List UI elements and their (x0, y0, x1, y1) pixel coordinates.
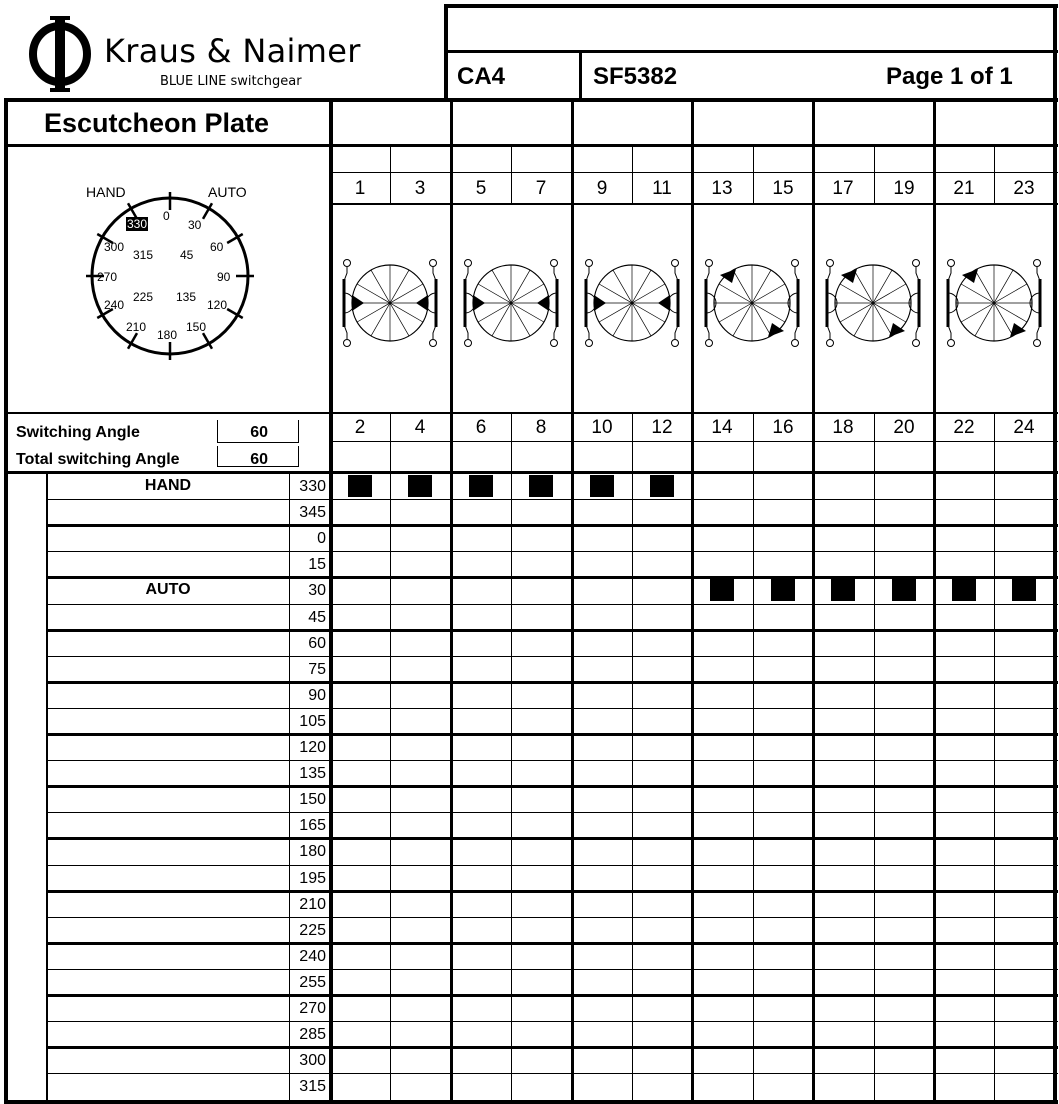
contact-closed-mark (408, 475, 432, 497)
dial-angle-label: 150 (186, 320, 207, 334)
dial-angle-label: 30 (188, 218, 202, 232)
contact-closed-mark (529, 475, 553, 497)
position-angle: 345 (299, 504, 326, 521)
terminal-number: 18 (832, 417, 854, 438)
contact-closed-mark (469, 475, 493, 497)
position-angle: 90 (308, 687, 326, 704)
contact-closed-mark (952, 579, 976, 601)
position-angle: 240 (299, 948, 326, 965)
terminal-number: 10 (591, 417, 613, 438)
position-angle: 60 (308, 635, 326, 652)
cam-switch-diagram (706, 260, 799, 347)
contact-closed-mark (590, 475, 614, 497)
cam-switch-diagram (344, 260, 437, 347)
position-angle: 285 (299, 1026, 326, 1043)
terminal-number: 11 (652, 178, 672, 199)
terminal-number: 1 (354, 178, 366, 199)
terminal-number: 15 (772, 178, 794, 199)
terminal-number: 23 (1013, 178, 1035, 199)
dial-right-label: AUTO (208, 184, 247, 200)
cam-switch-diagram (948, 260, 1041, 347)
position-angle: 135 (299, 765, 326, 782)
dial-angle-label: 225 (133, 290, 154, 304)
cam-switch-diagram (827, 260, 920, 347)
terminal-number: 19 (893, 178, 915, 199)
terminal-number: 6 (475, 417, 487, 438)
terminal-number: 24 (1013, 417, 1035, 438)
dial-left-label: HAND (86, 184, 126, 200)
contact-closed-mark (1012, 579, 1036, 601)
dial-angle-label: 270 (97, 270, 118, 284)
position-angle: 0 (317, 530, 326, 547)
terminal-number: 4 (414, 417, 426, 438)
terminal-number: 14 (711, 417, 733, 438)
terminal-number: 22 (953, 417, 975, 438)
terminal-number: 21 (953, 178, 975, 199)
position-angle: 315 (299, 1078, 326, 1095)
position-angle: 15 (308, 556, 326, 573)
position-angle: 270 (299, 1000, 326, 1017)
position-angle: 195 (299, 870, 326, 887)
dial-angle-label: 180 (157, 328, 178, 342)
contact-closed-mark (650, 475, 674, 497)
switching-angle-label: Switching Angle (16, 424, 140, 441)
position-angle: 30 (308, 582, 326, 599)
terminal-number: 9 (596, 178, 608, 199)
terminal-number: 13 (711, 178, 733, 199)
terminal-number: 7 (535, 178, 547, 199)
dial-angle-label: 330 (127, 217, 148, 231)
terminal-number: 8 (535, 417, 547, 438)
position-angle: 120 (299, 739, 326, 756)
contact-closed-mark (771, 579, 795, 601)
dial-angle-label: 210 (126, 320, 147, 334)
position-angle: 225 (299, 922, 326, 939)
position-label: HAND (144, 477, 192, 494)
cam-diagrams (330, 205, 1055, 415)
total-switching-angle-value: 60 (250, 451, 268, 468)
contact-closed-mark (831, 579, 855, 601)
terminal-number: 3 (414, 178, 426, 199)
terminal-number: 5 (475, 178, 487, 199)
series-code: CA4 (457, 63, 506, 90)
position-angle: 255 (299, 974, 326, 991)
contact-closed-mark (710, 579, 734, 601)
position-angle: 75 (308, 661, 326, 678)
dial-angle-label: 120 (207, 298, 228, 312)
dial-angle-label: 90 (217, 270, 231, 284)
terminal-number: 20 (893, 417, 915, 438)
position-angle: 165 (299, 817, 326, 834)
position-angle: 105 (299, 713, 326, 730)
switching-angle-value: 60 (250, 424, 268, 441)
dial-angle-label: 300 (104, 240, 125, 254)
cam-switch-diagram (465, 260, 558, 347)
total-switching-angle-label: Total switching Angle (16, 451, 180, 468)
dial-angle-label: 315 (133, 248, 154, 262)
brand-name: Kraus & Naimer (104, 32, 361, 70)
position-angle: 45 (308, 609, 326, 626)
dial-angle-label: 135 (176, 290, 197, 304)
position-angle: 150 (299, 791, 326, 808)
dial-angle-label: 0 (163, 209, 170, 223)
terminal-number: 2 (354, 417, 366, 438)
brand-tagline: BLUE LINE switchgear (160, 74, 302, 89)
position-label: AUTO (145, 581, 191, 598)
contact-closed-mark (892, 579, 916, 601)
phi-logo-icon (24, 12, 96, 94)
position-angle: 330 (299, 478, 326, 495)
dial-angle-label: 45 (180, 248, 194, 262)
terminal-number: 16 (772, 417, 794, 438)
page-indicator: Page 1 of 1 (886, 63, 1013, 90)
position-angle: 180 (299, 843, 326, 860)
terminal-number: 12 (651, 417, 673, 438)
product-code: SF5382 (593, 63, 678, 90)
dial-angle-label: 60 (210, 240, 224, 254)
position-angle: 210 (299, 896, 326, 913)
contact-closed-mark (348, 475, 372, 497)
position-angle: 300 (299, 1052, 326, 1069)
cam-switch-diagram (586, 260, 679, 347)
page-title: Escutcheon Plate (44, 108, 270, 138)
dial-angle-label: 240 (104, 298, 125, 312)
terminal-number: 17 (832, 178, 854, 199)
